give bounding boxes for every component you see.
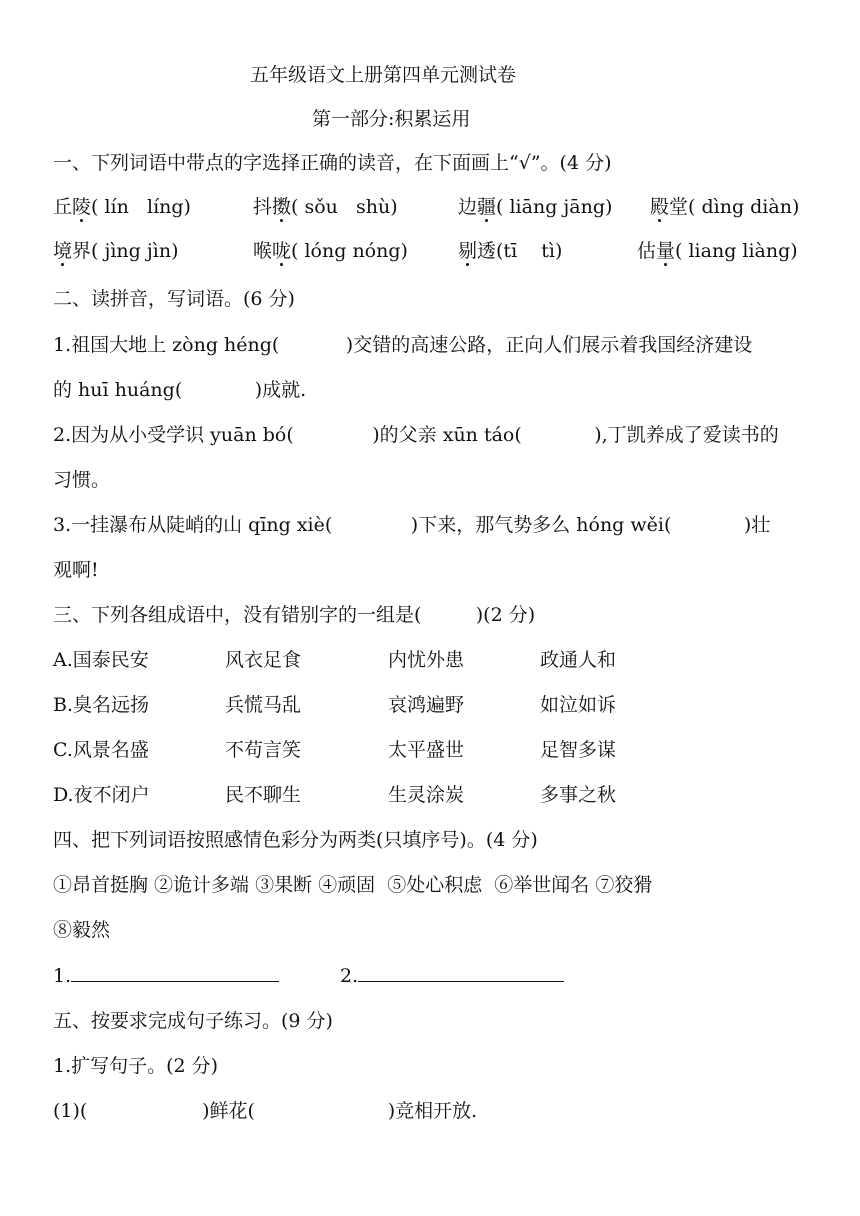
idiom: 民不聊生 [225, 784, 302, 806]
answer-blank-1[interactable]: 1. [53, 967, 279, 986]
idiom: 内忧外患 [388, 649, 465, 671]
sentence-line: 习惯。 [53, 469, 111, 491]
pinyin-item: 抖擞( sǒu shù) [253, 196, 398, 218]
dotted-char: 陵 [72, 196, 92, 218]
dotted-char: 咙 [272, 240, 292, 262]
dotted-char: 殿 [650, 196, 670, 218]
word-list: ①昂首挺胸 ②诡计多端 ③果断 ④顽固 ⑤处心积虑 ⑥举世闻名 ⑦狡猾 [53, 874, 653, 896]
idiom: 政通人和 [540, 649, 617, 671]
word-list: ⑧毅然 [53, 919, 111, 941]
idiom-option-d: D.夜不闭户 [53, 784, 150, 806]
idiom: 足智多谋 [540, 739, 617, 761]
answer-blank-2[interactable]: 2. [340, 967, 564, 986]
idiom-option-c: C.风景名盛 [53, 739, 149, 761]
dotted-char: 剔 [458, 240, 478, 262]
question-3-heading: 三、下列各组成语中，没有错别字的一组是( )(2 分) [53, 604, 536, 626]
idiom-option-b: B.臭名远扬 [53, 694, 150, 716]
pinyin-item: 境界( jìng jìn) [53, 240, 179, 262]
pinyin-item: 边疆( liāng jāng) [458, 196, 613, 218]
sentence-line: 观啊! [53, 559, 99, 581]
sentence-line: 的 huī huáng( )成就. [53, 379, 307, 401]
dotted-char: 量 [656, 240, 676, 262]
question-4-heading: 四、把下列词语按照感情色彩分为两类(只填序号)。(4 分) [53, 829, 538, 851]
page-title: 五年级语文上册第四单元测试卷 [250, 64, 517, 86]
idiom: 不苟言笑 [225, 739, 302, 761]
idiom: 兵慌马乱 [225, 694, 302, 716]
pinyin-item: 估量( liang liàng) [637, 240, 798, 262]
question-1-heading: 一、下列词语中带点的字选择正确的读音，在下面画上“√”。(4 分) [53, 152, 612, 174]
pinyin-item: 丘陵( lín líng) [53, 196, 191, 218]
pinyin-item: 剔透(tī tì) [458, 240, 563, 262]
idiom: 生灵涂炭 [388, 784, 465, 806]
idiom: 太平盛世 [388, 739, 465, 761]
sentence-line: 2.因为从小受学识 yuān bó( )的父亲 xūn táo( ),丁凯养成了爱读书的 [53, 424, 779, 446]
sub-question: 1.扩写句子。(2 分) [53, 1055, 219, 1077]
question-2-heading: 二、读拼音，写词语。(6 分) [53, 288, 295, 310]
question-5-heading: 五、按要求完成句子练习。(9 分) [53, 1010, 333, 1032]
pinyin-item: 殿堂( dìng diàn) [650, 196, 800, 218]
sentence-line: 1.祖国大地上 zòng héng( )交错的高速公路，正向人们展示着我国经济建设 [53, 334, 753, 356]
dotted-char: 疆 [477, 196, 497, 218]
idiom: 多事之秋 [540, 784, 617, 806]
idiom: 如泣如诉 [540, 694, 617, 716]
part-heading: 第一部分:积累运用 [312, 108, 471, 130]
idiom: 哀鸿遍野 [388, 694, 465, 716]
idiom-option-a: A.国泰民安 [53, 649, 149, 671]
idiom: 风衣足食 [225, 649, 302, 671]
sentence-line: 3.一挂瀑布从陡峭的山 qīng xiè( )下来，那气势多么 hóng wěi( )壮 [53, 514, 771, 536]
dotted-char: 擞 [272, 196, 292, 218]
pinyin-item: 喉咙( lóng nóng) [253, 240, 408, 262]
dotted-char: 境 [53, 240, 73, 262]
expand-sentence-item: (1)( )鲜花( )竞相开放. [53, 1100, 478, 1122]
